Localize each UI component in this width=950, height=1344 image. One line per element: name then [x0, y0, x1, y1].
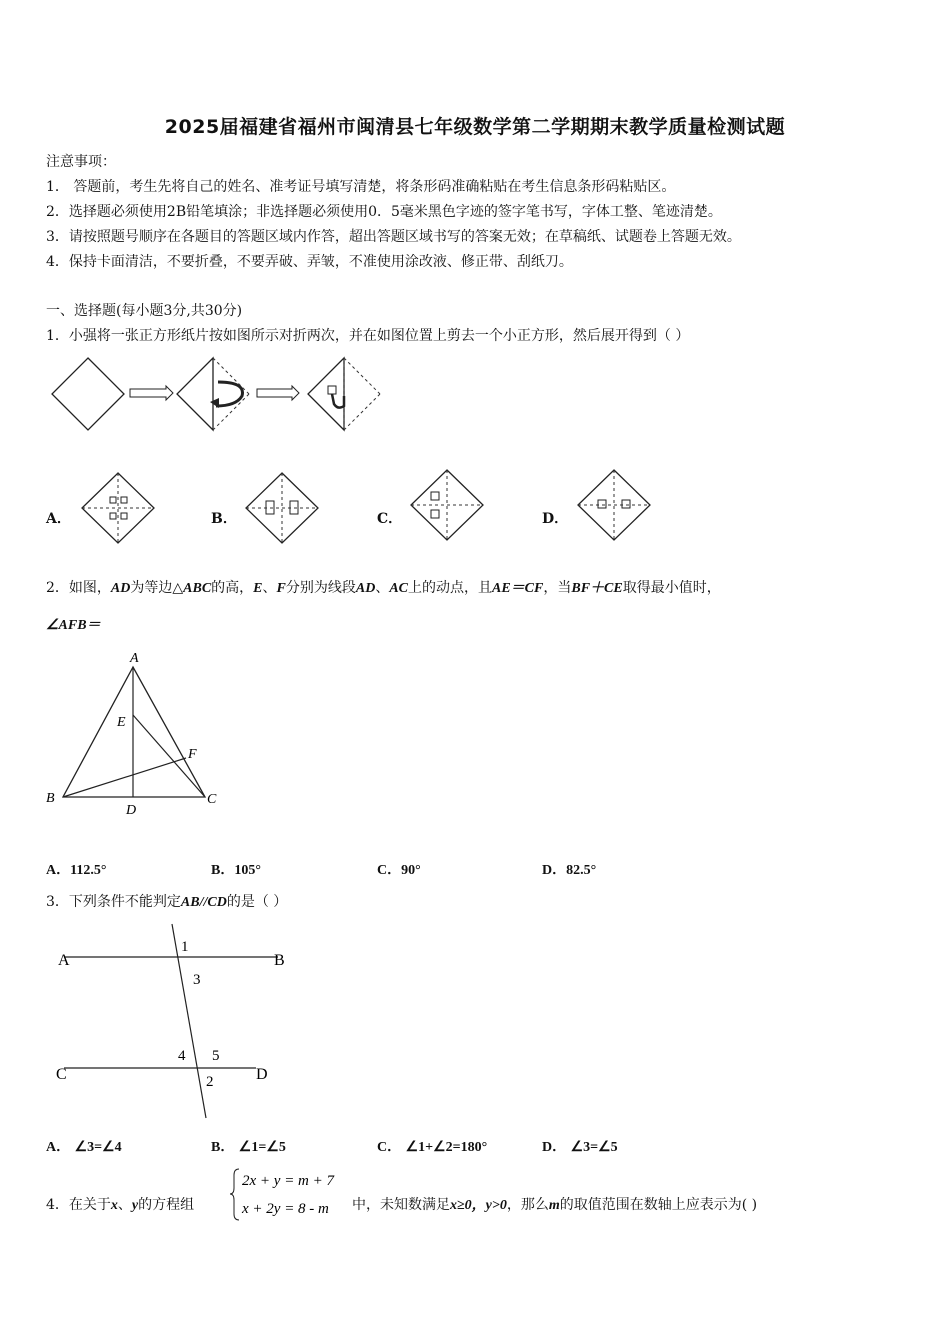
q4-equation-system: [230, 1166, 350, 1224]
q3-option-d[interactable]: D． ∠3=∠5: [542, 1140, 618, 1155]
notice-item-4: 4．保持卡面清洁，不要折叠，不要弄破、弄皱，不准使用涂改液、修正带、刮纸刀。: [46, 254, 573, 270]
notice-item-3: 3．请按照题号顺序在各题目的答题区域内作答，超出答题区域书写的答案无效；在草稿纸、试题卷上答题无效。: [46, 229, 741, 245]
question-1-text: 1．小强将一张正方形纸片按如图所示对折两次，并在如图位置上剪去一个小正方形，然后展开得到（ ）: [46, 328, 690, 344]
q2-triangle-figure: [40, 645, 230, 820]
q1-option-b-figure: [244, 471, 320, 545]
label-f: F: [188, 747, 197, 762]
angle-2-label: 2: [206, 1074, 214, 1090]
angle-1-label: 1: [181, 939, 189, 955]
notice-item-2: 2．选择题必须使用2B铅笔填涂；非选择题必须使用0．5毫米黑色字迹的签字笔书写，字体工整、笔迹清楚。: [46, 204, 722, 220]
q2-option-d[interactable]: D．82.5°: [542, 863, 597, 878]
q2-option-a[interactable]: A．112.5°: [46, 863, 107, 878]
q3-option-b[interactable]: B． ∠1=∠5: [211, 1140, 286, 1155]
equation-2: x + 2y = 8 - m: [242, 1201, 329, 1217]
label-e: E: [117, 715, 126, 730]
angle-5-label: 5: [212, 1048, 220, 1064]
label-b: B: [46, 791, 55, 806]
question-3-text: 3．下列条件不能判定AB//CD的是（ ）: [46, 894, 288, 910]
label-line-a: A: [58, 952, 70, 969]
q1-option-b[interactable]: B．: [211, 511, 237, 527]
section-header: 一、选择题(每小题3分,共30分): [46, 303, 243, 319]
label-a: A: [130, 651, 139, 666]
q3-parallel-lines-figure: [50, 920, 290, 1125]
question-2-line-2: ∠AFB＝: [46, 618, 101, 633]
q3-option-a[interactable]: A． ∠3=∠4: [46, 1140, 122, 1155]
q1-option-a[interactable]: A．: [46, 511, 71, 527]
q3-option-c[interactable]: C． ∠1+∠2=180°: [377, 1140, 488, 1155]
q1-option-d[interactable]: D．: [542, 511, 569, 527]
equation-1: 2x + y = m + 7: [242, 1173, 335, 1189]
q1-option-c-figure: [409, 468, 485, 542]
question-2-text: 2．如图，AD为等边△ABC的高，E、F分别为线段AD、AC上的动点，且AE＝CF，当BF＋CE取得最小值时，: [46, 580, 721, 596]
question-4-text-start: 4．在关于x、y的方程组: [46, 1197, 195, 1213]
q1-option-a-figure: [80, 471, 156, 545]
angle-4-label: 4: [178, 1048, 186, 1064]
notice-heading: 注意事项：: [46, 154, 116, 170]
label-line-b: B: [274, 952, 285, 969]
angle-3-label: 3: [193, 972, 201, 988]
q1-folding-figure: [46, 352, 391, 442]
notice-item-1: 1． 答题前，考生先将自己的姓名、准考证号填写清楚，将条形码准确粘贴在考生信息条形码粘贴区。: [46, 179, 676, 195]
label-d: D: [126, 803, 137, 818]
page-title: 2025届福建省福州市闽清县七年级数学第二学期期末教学质量检测试题: [164, 116, 786, 138]
q1-option-d-figure: [576, 468, 652, 542]
label-line-d: D: [256, 1066, 268, 1083]
label-c: C: [207, 792, 217, 807]
q1-option-c[interactable]: C．: [377, 511, 403, 527]
label-line-c: C: [56, 1066, 67, 1083]
q2-option-b[interactable]: B．105°: [211, 863, 261, 878]
q2-option-c[interactable]: C．90°: [377, 863, 421, 878]
question-4-text-end: 中，未知数满足x≥0，y>0，那么m的取值范围在数轴上应表示为( ): [352, 1197, 758, 1213]
